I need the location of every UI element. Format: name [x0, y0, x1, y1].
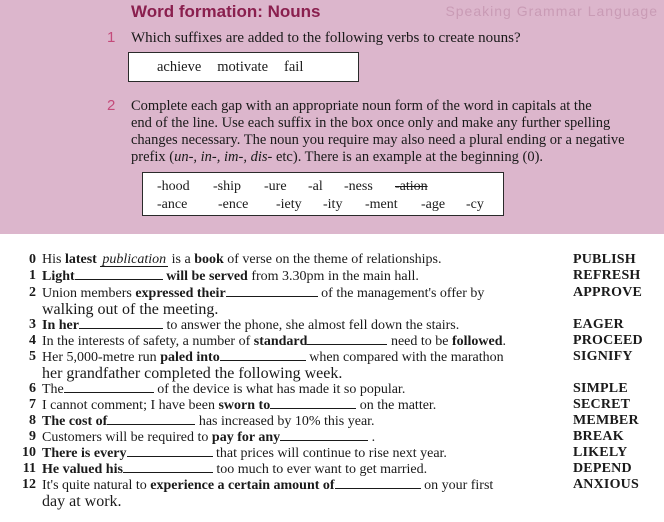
keyword: MEMBER	[573, 413, 639, 428]
suffix-box	[142, 172, 504, 216]
page-title: Word formation: Nouns	[131, 2, 321, 21]
answer-gap[interactable]	[220, 349, 306, 361]
keyword: PUBLISH	[573, 252, 636, 267]
keyword: SIMPLE	[573, 381, 628, 396]
suffix-item: -age	[421, 197, 446, 212]
sentence-number: 5	[29, 349, 36, 364]
sentence-number: 8	[29, 413, 36, 428]
suffix-item: -ure	[264, 179, 287, 194]
instruction-line: end of the line. Use each suffix in the box once only and make any further spelling	[131, 115, 611, 131]
keyword: LIKELY	[573, 445, 628, 460]
suffix-item: -ment	[365, 197, 398, 212]
sentence-number: 9	[29, 429, 36, 444]
keyword: SIGNIFY	[573, 349, 633, 364]
ghost-heading: Speaking Grammar Language	[445, 3, 658, 19]
keyword: DEPEND	[573, 461, 632, 476]
sentence-number: 7	[29, 397, 36, 412]
instruction-line: Complete each gap with an appropriate noun form of the word in capitals at the	[131, 98, 592, 114]
suffix-item: -cy	[466, 197, 484, 212]
answer-gap[interactable]	[79, 317, 163, 329]
keyword: PROCEED	[573, 333, 643, 348]
answer-gap[interactable]	[75, 268, 163, 280]
suffix-item: -hood	[157, 179, 190, 194]
sentence-continuation: day at work.	[42, 493, 122, 510]
sentence-number: 11	[22, 461, 36, 476]
suffix-item: -ship	[213, 179, 241, 194]
sentence-number: 0	[29, 252, 36, 267]
sentence-number: 3	[29, 317, 36, 332]
sentence-continuation: walking out of the meeting.	[42, 301, 219, 318]
suffix-item-used: -ation	[395, 179, 428, 194]
instruction-line: changes necessary. The noun you require may also need a plural ending or a negative	[131, 132, 625, 148]
task-1-instruction: Which suffixes are added to the following verbs to create nouns?	[131, 30, 521, 46]
keyword: APPROVE	[573, 285, 643, 300]
example-answer: publication	[102, 252, 167, 267]
sentence-number: 6	[29, 381, 36, 396]
answer-gap[interactable]	[270, 397, 356, 409]
sentence-continuation: her grandfather completed the following week.	[42, 365, 343, 382]
sentence-number: 10	[22, 445, 36, 460]
sentence-number: 2	[29, 285, 36, 300]
suffix-item: -ity	[323, 197, 343, 212]
sentence-number: 4	[29, 333, 36, 348]
sentence-number: 12	[22, 477, 36, 492]
answer-gap[interactable]	[123, 461, 213, 473]
sentence-number: 1	[29, 268, 36, 283]
suffix-item: -ance	[157, 197, 188, 212]
answer-gap[interactable]	[107, 413, 195, 425]
task-2-number: 2	[107, 97, 116, 114]
keyword: REFRESH	[573, 268, 641, 283]
verb-word: motivate	[217, 58, 269, 75]
suffix-item: -ness	[344, 179, 373, 194]
suffix-item: -al	[308, 179, 323, 194]
answer-gap[interactable]	[307, 333, 387, 345]
suffix-item: -iety	[276, 197, 302, 212]
suffix-item: -ence	[218, 197, 249, 212]
task-1-number: 1	[107, 29, 116, 46]
verb-box	[128, 52, 359, 82]
keyword: SECRET	[573, 397, 631, 412]
answer-gap[interactable]	[226, 285, 318, 297]
keyword: BREAK	[573, 429, 624, 444]
task-2-instruction	[131, 98, 631, 166]
instruction-line: prefix (un-, in-, im-, dis- etc). There is an example at the beginning (0).	[131, 149, 544, 165]
answer-gap[interactable]	[280, 429, 368, 441]
keyword: ANXIOUS	[573, 477, 639, 492]
answer-gap[interactable]	[64, 381, 154, 393]
answer-gap[interactable]	[127, 445, 213, 457]
answer-gap[interactable]	[335, 477, 421, 489]
verb-word: achieve	[157, 58, 202, 75]
verb-word: fail	[284, 58, 304, 75]
keyword: EAGER	[573, 317, 624, 332]
